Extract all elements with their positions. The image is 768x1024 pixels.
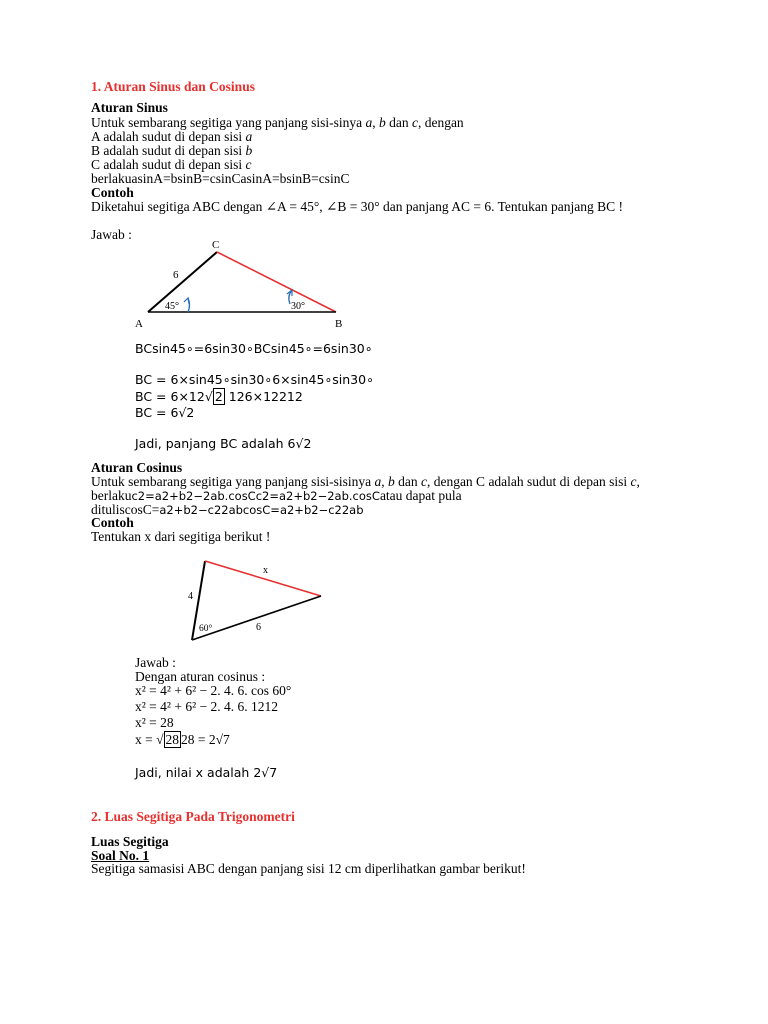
line-b-text: B adalah sudut di depan sisi bbox=[91, 143, 246, 158]
line-b-var: b bbox=[245, 143, 253, 158]
label-angle-60: 60° bbox=[199, 624, 213, 634]
cosinus-example: Tentukan x dari segitiga berikut ! bbox=[91, 529, 271, 544]
cos-comma: , bbox=[381, 474, 388, 489]
triangle-x-figure bbox=[180, 556, 330, 646]
sinus-intro bbox=[91, 116, 464, 130]
cos-intro-mid: , dengan C adalah sudut di depan sisi bbox=[426, 474, 631, 489]
cosinus-rule-line bbox=[91, 489, 462, 503]
label-side-6: 6 bbox=[256, 622, 261, 633]
soal-text: Segitiga samasisi ABC dengan panjang sisi 12 cm diperlihatkan gambar berikut! bbox=[91, 861, 526, 876]
cos-var-c2: c bbox=[630, 474, 637, 489]
soal-no-1: Soal No. 1 bbox=[91, 848, 150, 863]
triangle-abc-figure bbox=[125, 234, 365, 334]
c-eq4-pre: x = √ bbox=[135, 732, 164, 747]
sinus-intro-post: , dengan bbox=[417, 115, 464, 130]
cosinus-eq-3: x² = 28 bbox=[135, 715, 174, 730]
contoh-label-2: Contoh bbox=[91, 515, 134, 530]
ditulis-pre: dituliscosC= bbox=[91, 502, 160, 517]
eq3-boxed-value: 2 bbox=[214, 389, 223, 404]
label-c: C bbox=[212, 239, 220, 251]
c-eq4-boxed-value: 28 bbox=[165, 732, 180, 747]
label-angle-a: 45° bbox=[165, 301, 179, 312]
sinus-conclusion: Jadi, panjang BC adalah 6√2 bbox=[135, 436, 312, 451]
sinus-rule-formula: berlakuasinA=bsinB=csinCasinA=bsinB=csinC bbox=[91, 171, 350, 186]
sinus-eq-1: BCsin45∘=6sin30∘BCsin45∘=6sin30∘ bbox=[135, 341, 373, 356]
jawab-label-2: Jawab : bbox=[135, 655, 176, 670]
line-angle-c bbox=[91, 158, 251, 172]
comma: , bbox=[372, 115, 379, 130]
sinus-example: Diketahui segitiga ABC dengan ∠A = 45°, ∠B = 30° dan panjang AC = 6. Tentukan panjang BC ! bbox=[91, 199, 624, 214]
section-2-heading: 2. Luas Segitiga Pada Trigonometri bbox=[91, 809, 295, 824]
sinus-title: Aturan Sinus bbox=[91, 100, 168, 115]
line-a-text: A adalah sudut di depan sisi bbox=[91, 129, 246, 144]
label-side-ac: 6 bbox=[173, 269, 179, 281]
sinus-intro-pre: Untuk sembarang segitiga yang panjang sisi-sinya bbox=[91, 115, 366, 130]
dan: dan bbox=[385, 115, 412, 130]
label-angle-b: 30° bbox=[291, 301, 305, 312]
berlaku-pre: berlaku bbox=[91, 488, 132, 503]
ditulis-formula: a2+b2−c22abcosC=a2+b2−c22ab bbox=[159, 503, 364, 517]
cosinus-eq-4 bbox=[135, 733, 230, 747]
angle-a-arrow-icon bbox=[184, 298, 189, 304]
cosinus-intro bbox=[91, 475, 640, 489]
jawab-label: Jawab : bbox=[91, 227, 132, 242]
var-a: a bbox=[365, 115, 373, 130]
cos-intro-post: , bbox=[636, 474, 640, 489]
cosinus-formula: c2=a2+b2−2ab.cosCc2=a2+b2−2ab.cosC bbox=[131, 489, 380, 503]
line-angle-a bbox=[91, 130, 252, 144]
cosinus-conclusion: Jadi, nilai x adalah 2√7 bbox=[135, 765, 278, 780]
line-c-var: c bbox=[245, 157, 252, 172]
cos-dan: dan bbox=[394, 474, 421, 489]
cos-var-b: b bbox=[387, 474, 395, 489]
berlaku-post: atau dapat pula bbox=[379, 488, 462, 503]
cos-intro-pre: Untuk sembarang segitiga yang panjang sisi-sisinya bbox=[91, 474, 375, 489]
cosinus-eq-1: x² = 4² + 6² − 2. 4. 6. cos 60° bbox=[135, 683, 292, 698]
label-side-x: x bbox=[263, 565, 268, 576]
line-a-var: a bbox=[245, 129, 253, 144]
contoh-label: Contoh bbox=[91, 185, 134, 200]
line-angle-b bbox=[91, 144, 252, 158]
label-b: B bbox=[335, 318, 343, 330]
sinus-eq-2: BC = 6×sin45∘sin30∘6×sin45∘sin30∘ bbox=[135, 372, 374, 387]
cos-var-c: c bbox=[420, 474, 427, 489]
var-b: b bbox=[378, 115, 386, 130]
side-bc bbox=[217, 252, 336, 312]
sinus-eq-3 bbox=[135, 390, 303, 404]
cos-var-a: a bbox=[374, 474, 382, 489]
dengan-aturan-cosinus: Dengan aturan cosinus : bbox=[135, 669, 266, 684]
cosinus-eq-2: x² = 4² + 6² − 2. 4. 6. 1212 bbox=[135, 699, 278, 714]
line-c-text: C adalah sudut di depan sisi bbox=[91, 157, 246, 172]
section-1-heading: 1. Aturan Sinus dan Cosinus bbox=[91, 79, 255, 94]
eq3-pre: BC = 6×12√ bbox=[135, 389, 213, 404]
side-ac bbox=[148, 252, 217, 312]
label-a: A bbox=[135, 318, 143, 330]
luas-title: Luas Segitiga bbox=[91, 834, 169, 849]
eq3-post: 126×12212 bbox=[224, 389, 303, 404]
sinus-eq-4: BC = 6√2 bbox=[135, 405, 195, 420]
c-eq4-post: 28 = 2√7 bbox=[181, 732, 230, 747]
label-side-4: 4 bbox=[188, 591, 193, 602]
cosinus-title: Aturan Cosinus bbox=[91, 460, 183, 475]
var-c: c bbox=[411, 115, 418, 130]
